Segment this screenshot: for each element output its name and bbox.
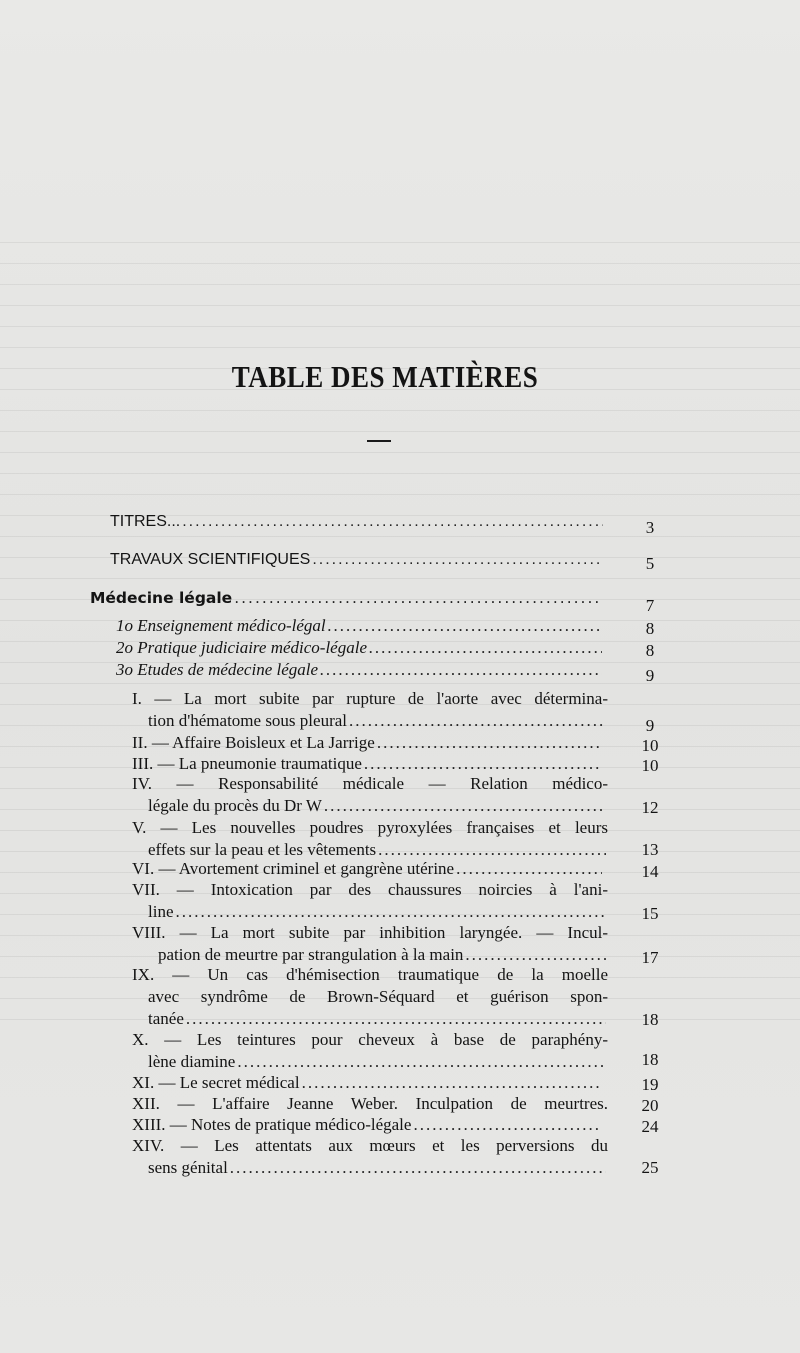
toc-page-number: 13 [641,840,659,859]
toc-page-number: 10 [641,736,659,755]
toc-page-number: 18 [641,1010,659,1029]
toc-entry: XII. — L'affaire Jeanne Weber. Inculpation de meurtres. [132,1094,608,1113]
toc-entry: X. — Les teintures pour cheveux à base de paraphény- lène diamine ..... [132,1029,608,1073]
toc-entry: V. — Les nouvelles poudres pyroxylées françaises et leurs effets sur la peau et les vêtements ..... [132,817,608,861]
toc-page-number: 8 [645,619,655,638]
toc-entry: 3o Etudes de médecine légale ..... [116,659,604,681]
toc-entry: 2o Pratique judiciaire médico-légale ..... [116,637,604,659]
toc-page-number: 15 [641,904,659,923]
toc-page-number: 14 [641,862,659,881]
toc-page-number: 10 [641,756,659,775]
toc-entry: VII. — Intoxication par des chaussures noircies à l'ani- line ..... [132,879,608,923]
toc-page-number: 19 [641,1075,659,1094]
toc-entry: VI. — Avortement criminel et gangrène utérine ..... [132,858,604,880]
toc-page-number: 12 [641,798,659,817]
toc-page-number: 3 [645,518,655,537]
toc-page-number: 9 [645,666,655,685]
toc-page-number: 25 [641,1158,659,1177]
toc-entry: XIV. — Les attentats aux mœurs et les perversions du sens génital ..... [132,1135,608,1179]
toc-page-number: 5 [645,554,655,573]
toc-entry: 1o Enseignement médico-légal ..... [116,615,604,637]
toc-entry: XIII. — Notes de pratique médico-légale ..... [132,1114,604,1136]
toc-entry: IX. — Un cas d'hémisection traumatique de la moelle avec syndrôme de Brown-Séquard et guérison spon- tanée ..... [132,964,608,1030]
toc-entry: TRAVAUX SCIENTIFIQUES ..... [110,549,605,571]
toc-entry: I. — La mort subite par rupture de l'aorte avec détermina- tion d'hématome sous pleural ..... [132,688,608,732]
toc-page-number: 24 [641,1117,659,1136]
toc-page-number: 18 [641,1050,659,1069]
toc-entry: II. — Affaire Boisleux et La Jarrige ..... [132,732,604,754]
toc-entry: TITRES... ..... [110,511,605,533]
title-rule [367,440,391,442]
page-title: TABLE DES MATIÈRES [231,360,539,394]
toc-entry: VIII. — La mort subite par inhibition laryngée. — Incul- pation de meurtre par strangulation à la main ..... [132,922,608,966]
toc-page-number: 7 [645,596,655,615]
toc-page-number: 8 [645,641,655,660]
toc-page-number: 20 [641,1096,659,1115]
toc-entry: IV. — Responsabilité médicale — Relation médico- légale du procès du Dr W ..... [132,773,608,817]
toc-page-number: 17 [641,948,659,967]
toc-entry: III. — La pneumonie traumatique ..... [132,753,604,775]
toc-page-number: 9 [645,716,655,735]
toc-entry: XI. — Le secret médical ..... [132,1072,604,1094]
toc-section-heading: Médecine légale ..... [90,587,603,609]
